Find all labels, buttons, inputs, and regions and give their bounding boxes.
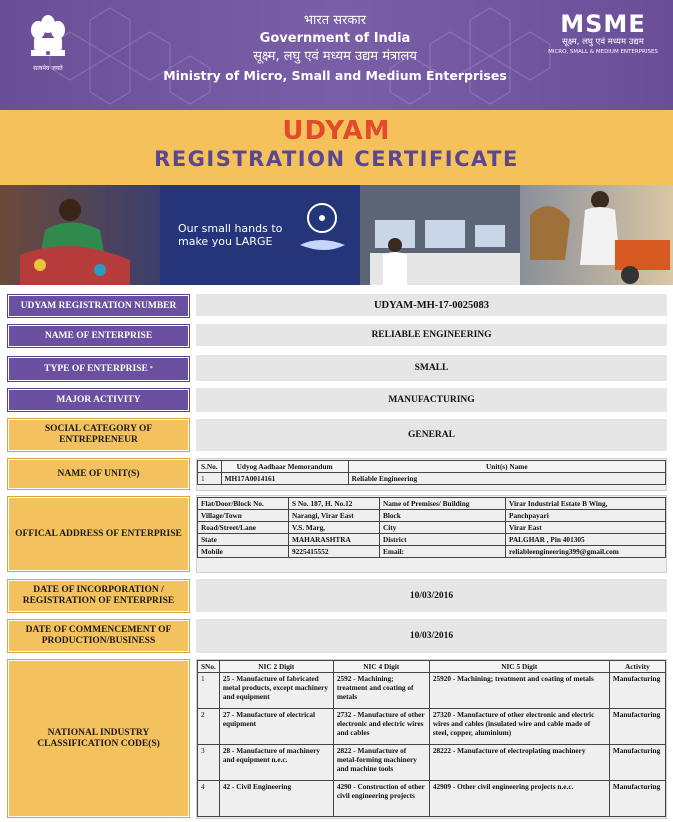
- registration-number-value: UDYAM-MH-17-0025083: [196, 294, 667, 316]
- nic-cell-2digit: 42 - Civil Engineering: [219, 781, 333, 817]
- commencement-date-label: DATE OF COMMENCEMENT OF PRODUCTION/BUSINESS: [8, 620, 189, 652]
- government-hindi-title: भारत सरकार: [303, 13, 367, 28]
- nic-cell-5digit: 42909 - Other civil engineering projects n.e.c.: [429, 781, 609, 817]
- table-row: [198, 534, 666, 546]
- nic-cell-sno: 3: [198, 745, 220, 781]
- nic-header-2digit: NIC 2 Digit: [219, 661, 333, 673]
- address-key: Flat/Door/Block No.: [198, 498, 289, 510]
- units-header-sno: S.No.: [198, 461, 222, 473]
- nic-cell-4digit: 2822 - Manufacture of metal-forming machinery and machine tools: [333, 745, 429, 781]
- registration-certificate-title: REGISTRATION CERTIFICATE: [154, 147, 519, 171]
- enterprise-type-marker: *: [149, 365, 153, 372]
- address-key: City: [380, 522, 506, 534]
- address-key: Block: [380, 510, 506, 522]
- units-header-uam: Udyog Aadhaar Memorandum: [221, 461, 348, 473]
- address-value: Virar Industrial Estate B Wing,: [506, 498, 666, 510]
- official-address-label: OFFICAL ADDRESS OF ENTERPRISE: [8, 497, 189, 571]
- address-value: reliableengineering399@gmail.com: [506, 546, 666, 558]
- address-value: PALGHAR , Pin 401305: [506, 534, 666, 546]
- address-value: S No. 187, H. No.12: [289, 498, 380, 510]
- table-row: [198, 498, 666, 510]
- nic-cell-sno: 4: [198, 781, 220, 817]
- banner-tagline: [178, 222, 282, 248]
- unit-names-label: NAME OF UNIT(S): [8, 459, 189, 489]
- ministry-hindi-title: सूक्ष्म, लघु एवं मध्यम उद्यम मंत्रालय: [253, 49, 417, 64]
- government-header: [0, 0, 673, 110]
- nic-codes-table: [197, 660, 666, 817]
- nic-cell-5digit: 25920 - Machining; treatment and coating of metals: [429, 673, 609, 709]
- table-row: [198, 781, 666, 817]
- emblem-motto: सत्यमेव जयते: [33, 65, 63, 72]
- unit-names-header-row: [198, 461, 666, 473]
- nic-cell-4digit: 4290 - Construction of other civil engineering projects: [333, 781, 429, 817]
- address-key: Name of Premises/ Building: [380, 498, 506, 510]
- address-value: Panchpayari: [506, 510, 666, 522]
- ministry-english-title: Ministry of Micro, Small and Medium Enterprises: [163, 68, 507, 83]
- address-value: Narangi, Virar East: [289, 510, 380, 522]
- official-address-table: [197, 497, 666, 558]
- nic-cell-activity: Manufacturing: [609, 673, 665, 709]
- enterprise-type-value: SMALL: [196, 355, 667, 381]
- nic-header-5digit: NIC 5 Digit: [429, 661, 609, 673]
- nic-cell-4digit: 2732 - Manufacture of other electronic and electric wires and cables: [333, 709, 429, 745]
- nic-cell-2digit: 28 - Manufacture of machinery and equipment n.e.c.: [219, 745, 333, 781]
- enterprise-type-label-text: TYPE OF ENTERPRISE: [44, 363, 148, 374]
- banner-tagline-line1: Our small hands to: [178, 222, 283, 235]
- units-cell-uam: MH17A0014161: [221, 473, 348, 485]
- nic-header-sno: SNo.: [198, 661, 220, 673]
- major-activity-label: MAJOR ACTIVITY: [8, 389, 189, 411]
- commencement-date-value: 10/03/2016: [196, 619, 667, 653]
- banner-tagline-line2: make you LARGE: [178, 235, 273, 248]
- incorporation-date-label: DATE OF INCORPORATION / REGISTRATION OF ENTERPRISE: [8, 580, 189, 612]
- address-value: MAHARASHTRA: [289, 534, 380, 546]
- units-cell-unit-name: Reliable Engineering: [348, 473, 665, 485]
- registration-number-label: UDYAM REGISTRATION NUMBER: [8, 295, 189, 317]
- table-row: [198, 546, 666, 558]
- nic-codes-label: NATIONAL INDUSTRY CLASSIFICATION CODE(S): [8, 660, 189, 817]
- nic-cell-activity: Manufacturing: [609, 781, 665, 817]
- address-value: 9225415552: [289, 546, 380, 558]
- table-row: [198, 473, 666, 485]
- national-emblem: [26, 10, 70, 76]
- msme-logo-hindi: सूक्ष्म, लघु एवं मध्यम उद्यम: [562, 37, 644, 47]
- msme-logo: [548, 11, 658, 56]
- nic-cell-sno: 1: [198, 673, 220, 709]
- address-value: V.S. Marg,: [289, 522, 380, 534]
- nic-header-4digit: NIC 4 Digit: [333, 661, 429, 673]
- certificate-title-band: [0, 110, 673, 185]
- unit-names-table: [197, 460, 666, 485]
- address-value: Virar East: [506, 522, 666, 534]
- nic-cell-2digit: 27 - Manufacture of electrical equipment: [219, 709, 333, 745]
- social-category-label: SOCIAL CATEGORY OF ENTREPRENEUR: [8, 419, 189, 451]
- nic-header-activity: Activity: [609, 661, 665, 673]
- incorporation-date-value: 10/03/2016: [196, 579, 667, 612]
- msme-logo-english: MICRO, SMALL & MEDIUM ENTERPRISES: [548, 49, 658, 55]
- enterprise-type-label: [8, 357, 189, 381]
- government-english-title: Government of India: [259, 31, 411, 46]
- nic-cell-sno: 2: [198, 709, 220, 745]
- table-row: [198, 709, 666, 745]
- banner-image: [0, 185, 673, 285]
- government-title-block: [150, 12, 520, 86]
- nic-cell-4digit: 2592 - Machining; treatment and coating of metals: [333, 673, 429, 709]
- enterprise-name-value: RELIABLE ENGINEERING: [196, 324, 667, 346]
- address-key: Email:: [380, 546, 506, 558]
- units-cell-sno: 1: [198, 473, 222, 485]
- msme-logo-mark: MSME: [560, 10, 646, 38]
- address-key: District: [380, 534, 506, 546]
- udyam-title: UDYAM: [282, 116, 391, 146]
- table-row: [198, 522, 666, 534]
- address-key: State: [198, 534, 289, 546]
- table-row: [198, 745, 666, 781]
- nic-cell-5digit: 28222 - Manufacture of electroplating machinery: [429, 745, 609, 781]
- table-row: [198, 510, 666, 522]
- nic-header-row: [198, 661, 666, 673]
- table-row: [198, 673, 666, 709]
- nic-cell-2digit: 25 - Manufacture of fabricated metal products, except machinery and equipment: [219, 673, 333, 709]
- address-key: Mobile: [198, 546, 289, 558]
- enterprise-name-label: NAME OF ENTERPRISE: [8, 325, 189, 347]
- address-key: Village/Town: [198, 510, 289, 522]
- major-activity-value: MANUFACTURING: [196, 388, 667, 412]
- social-category-value: GENERAL: [196, 419, 667, 451]
- units-header-unit-name: Unit(s) Name: [348, 461, 665, 473]
- banner-illustration: [0, 185, 673, 285]
- nic-cell-activity: Manufacturing: [609, 709, 665, 745]
- nic-cell-5digit: 27320 - Manufacture of other electronic and electric wires and cables (insulated wire and cable made of steel, copper, aluminium): [429, 709, 609, 745]
- address-key: Road/Street/Lane: [198, 522, 289, 534]
- nic-cell-activity: Manufacturing: [609, 745, 665, 781]
